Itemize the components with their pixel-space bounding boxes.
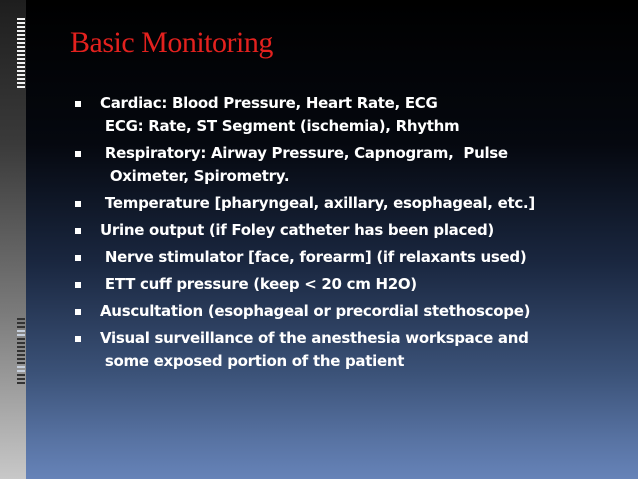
bullet-text-line: some exposed portion of the patient — [100, 352, 405, 370]
bullet-text-line: Cardiac: Blood Pressure, Heart Rate, ECG — [100, 94, 438, 112]
bullet-text-line: Oximeter, Spirometry. — [100, 167, 290, 185]
bullet-item — [74, 246, 634, 269]
bullet-item — [74, 273, 634, 296]
bullet-text-line: ETT cuff pressure (keep < 20 cm H2O) — [100, 275, 417, 293]
bullet-text-line: ECG: Rate, ST Segment (ischemia), Rhythm — [100, 117, 460, 135]
square-bullet-icon — [75, 255, 81, 261]
square-bullet-icon — [75, 101, 81, 107]
bullet-item — [74, 327, 634, 373]
bullet-text-line: Respiratory: Airway Pressure, Capnogram, Pulse — [100, 144, 508, 162]
bullet-item — [74, 192, 634, 215]
bullet-text-line: Visual surveillance of the anesthesia workspace and — [100, 329, 529, 347]
square-bullet-icon — [75, 201, 81, 207]
bullet-item — [74, 219, 634, 242]
square-bullet-icon — [75, 282, 81, 288]
decorative-stripes-bottom — [17, 318, 25, 386]
bullet-item — [74, 92, 634, 138]
square-bullet-icon — [75, 336, 81, 342]
bullet-text-line: Auscultation (esophageal or precordial stethoscope) — [100, 302, 531, 320]
bullet-text-line: Temperature [pharyngeal, axillary, esophageal, etc.] — [100, 194, 535, 212]
bullet-item — [74, 142, 634, 188]
bullet-item — [74, 300, 634, 323]
square-bullet-icon — [75, 151, 81, 157]
square-bullet-icon — [75, 309, 81, 315]
decorative-stripes-top — [17, 18, 25, 90]
bullet-text-line: Nerve stimulator [face, forearm] (if relaxants used) — [100, 248, 527, 266]
square-bullet-icon — [75, 228, 81, 234]
bullet-text-line: Urine output (if Foley catheter has been placed) — [100, 221, 494, 239]
slide-title: Basic Monitoring — [70, 26, 273, 59]
bullet-list — [74, 92, 634, 377]
